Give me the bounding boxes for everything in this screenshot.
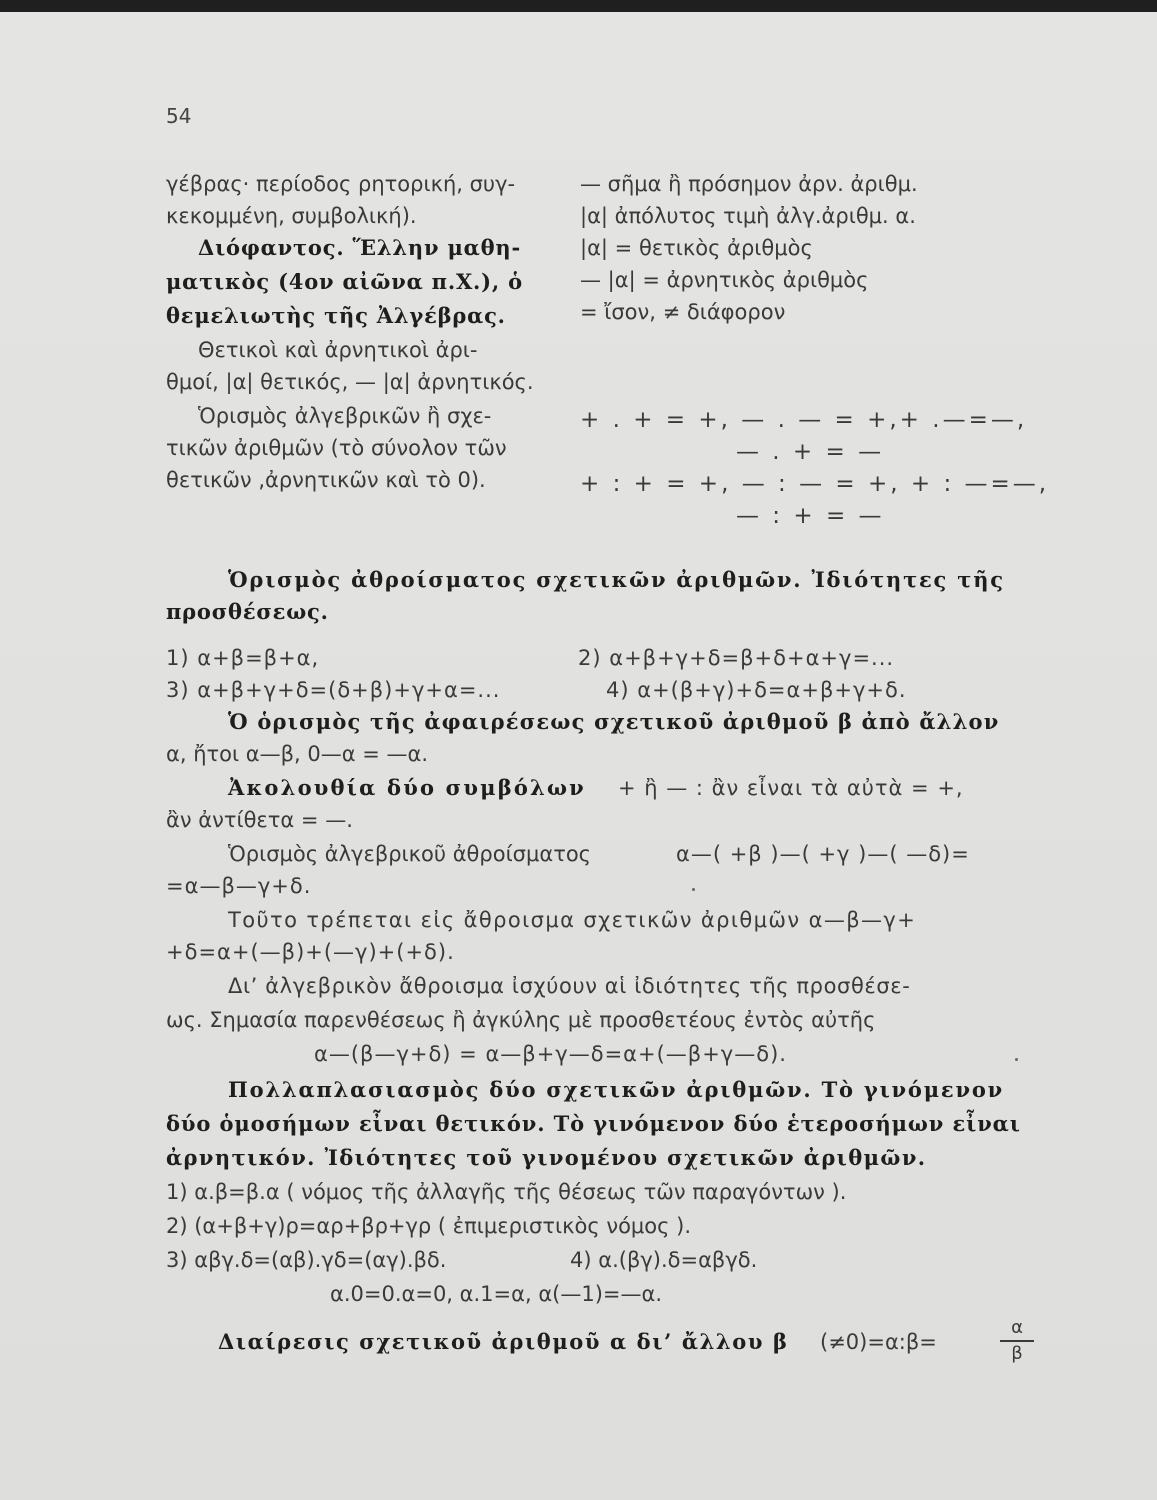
fraction-numerator: α: [1011, 1317, 1023, 1338]
right-line-8: + : + = +, — : — = +, + : —=—,: [580, 471, 1050, 497]
heading-multiplication: Πολλαπλασιασμὸς δύο σχετικῶν ἀριθμῶν. Τὸ γινόμενον: [228, 1077, 1005, 1102]
mult-property-2: 2) (α+β+γ)ρ=αρ+βρ+γρ ( ἐπιμεριστικὸς νόμος ).: [166, 1214, 691, 1238]
property-3: 3) α+β+γ+δ=(δ+β)+γ+α=...: [166, 678, 501, 702]
heading-symbol-sequence: Ἀκολουθία δύο συμβόλων: [228, 775, 586, 800]
right-line-3: |α| = θετικὸς ἀριθμὸς: [580, 236, 813, 260]
conversion-text: Τοῦτο τρέπεται εἰς ἄθροισμα σχετικῶν ἀριθμῶν α—β—γ+: [228, 908, 917, 932]
scan-speck: [1015, 1058, 1018, 1061]
right-line-6: + . + = +, — . — = +,+ .—=—,: [580, 407, 1028, 433]
left-line-6: Θετικοὶ καὶ ἀρνητικοὶ ἀρι-: [198, 338, 478, 362]
left-line-10: θετικῶν ,ἀρνητικῶν καὶ τὸ 0).: [166, 468, 486, 492]
heading-sum-definition: Ὁρισμὸς ἀθροίσματος σχετικῶν ἀριθμῶν. Ἰδιότητες τῆς: [228, 567, 1005, 592]
left-line-1: γέβρας· περίοδος ρητορική, συγ-: [166, 172, 516, 196]
parentheses-formula: α—(β—γ+δ) = α—β+γ—δ=α+(—β+γ—δ).: [314, 1042, 787, 1066]
subtraction-text: α, ἤτοι α—β, 0—α = —α.: [166, 742, 429, 766]
right-line-2: |α| ἀπόλυτος τιμὴ ἀλγ.ἀριθμ. α.: [580, 204, 916, 228]
right-line-5: = ἴσον, ≠ διάφορον: [580, 300, 786, 324]
parentheses-note: ως. Σημασία παρενθέσεως ἢ ἀγκύλης μὲ προσθετέους ἐντὸς αὐτῆς: [166, 1008, 876, 1032]
fraction-bar: [1000, 1340, 1034, 1342]
left-line-7: θμοί, |α| θετικός, — |α| ἀρνητικός.: [166, 370, 534, 394]
algebraic-sum-formula-cont: =α—β—γ+δ.: [166, 874, 312, 898]
right-line-9: — : + = —: [736, 503, 885, 529]
scan-top-border: [0, 0, 1157, 12]
left-line-5: θεμελιωτὴς τῆς Ἀλγέβρας.: [166, 303, 506, 328]
left-line-9: τικῶν ἀριθμῶν (τὸ σύνολον τῶν: [166, 436, 507, 460]
left-line-4: ματικὸς (4ον αἰῶνα π.Χ.), ὁ: [166, 269, 523, 294]
division-fraction: [1000, 1318, 1034, 1364]
left-line-2: κεκομμένη, συμβολική).: [166, 204, 417, 228]
right-line-1: — σῆμα ἢ πρόσημον ἀρν. ἀριθμ.: [580, 172, 918, 196]
scan-speck: [692, 888, 695, 891]
heading-division: Διαίρεσις σχετικοῦ ἀριθμοῦ α δι’ ἄλλου β: [218, 1329, 789, 1354]
mult-identities: α.0=0.α=0, α.1=α, α(—1)=—α.: [330, 1282, 663, 1306]
right-line-7: — . + = —: [736, 439, 885, 465]
heading-sum-definition-cont: προσθέσεως.: [166, 599, 329, 624]
multiplication-rule-cont: ἀρνητικόν. Ἰδιότητες τοῦ γινομένου σχετικῶν ἀριθμῶν.: [166, 1145, 927, 1170]
properties-note: Δι’ ἀλγεβρικὸν ἄθροισμα ἰσχύουν αἱ ἰδιότητες τῆς προσθέσε-: [228, 974, 911, 998]
property-4: 4) α+(β+γ)+δ=α+β+γ+δ.: [606, 678, 907, 702]
left-line-3: Διόφαντος. Ἕλλην μαθη-: [198, 235, 521, 260]
algebraic-sum-definition: Ὁρισμὸς ἀλγεβρικοῦ ἀθροίσματος: [228, 842, 592, 866]
page-number: 54: [166, 104, 192, 128]
fraction-denominator: β: [1011, 1342, 1023, 1364]
mult-property-1: 1) α.β=β.α ( νόμος τῆς ἀλλαγῆς τῆς θέσεως τῶν παραγόντων ).: [166, 1180, 847, 1204]
heading-subtraction: Ὁ ὁρισμὸς τῆς ἀφαιρέσεως σχετικοῦ ἀριθμοῦ β ἀπὸ ἄλλον: [228, 709, 1000, 734]
mult-property-3: 3) αβγ.δ=(αβ).γδ=(αγ).βδ.: [166, 1248, 447, 1272]
property-2: 2) α+β+γ+δ=β+δ+α+γ=...: [578, 646, 895, 670]
algebraic-sum-formula: α—( +β )—( +γ )—( —δ)=: [676, 842, 970, 866]
multiplication-rule: δύο ὁμοσήμων εἶναι θετικόν. Τὸ γινόμενον δύο ἑτεροσήμων εἶναι: [166, 1111, 1021, 1136]
conversion-text-cont: +δ=α+(—β)+(—γ)+(+δ).: [166, 940, 455, 964]
division-formula: (≠0)=α:β=: [820, 1330, 937, 1354]
right-line-4: — |α| = ἀρνητικὸς ἀριθμὸς: [580, 268, 869, 292]
symbol-sequence-rule-cont: ἂν ἀντίθετα = —.: [166, 808, 353, 832]
mult-property-4: 4) α.(βγ).δ=αβγδ.: [570, 1248, 758, 1272]
property-1: 1) α+β=β+α,: [166, 646, 320, 670]
left-line-8: Ὁρισμὸς ἀλγεβρικῶν ἢ σχε-: [198, 404, 492, 428]
symbol-sequence-rule: + ἢ — : ἂν εἶναι τὰ αὐτὰ = +,: [618, 776, 964, 800]
